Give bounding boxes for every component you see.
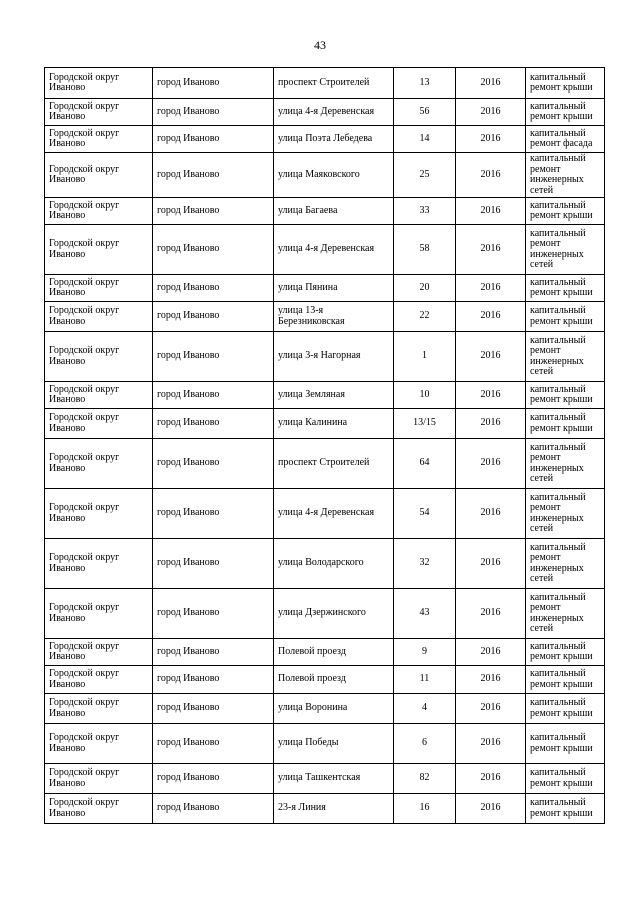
work-cell: капитальный ремонт инженерных сетей bbox=[526, 439, 605, 489]
work-cell: капитальный ремонт инженерных сетей bbox=[526, 225, 605, 275]
street-cell: Полевой проезд bbox=[274, 639, 394, 666]
house-cell: 54 bbox=[394, 489, 456, 539]
street-cell: улица Ташкентская bbox=[274, 764, 394, 794]
street-cell: улица 4-я Деревенская bbox=[274, 489, 394, 539]
house-cell: 1 bbox=[394, 332, 456, 382]
house-cell: 13 bbox=[394, 68, 456, 99]
district-cell: Городской округ Иваново bbox=[45, 382, 153, 409]
house-cell: 58 bbox=[394, 225, 456, 275]
district-cell: Городской округ Иваново bbox=[45, 439, 153, 489]
street-cell: улица 4-я Деревенская bbox=[274, 99, 394, 126]
work-cell: капитальный ремонт инженерных сетей bbox=[526, 489, 605, 539]
house-cell: 13/15 bbox=[394, 409, 456, 439]
district-cell: Городской округ Иваново bbox=[45, 302, 153, 332]
table-row bbox=[45, 589, 605, 639]
year-cell: 2016 bbox=[456, 198, 526, 225]
year-cell: 2016 bbox=[456, 153, 526, 198]
city-cell: город Иваново bbox=[153, 332, 274, 382]
house-cell: 6 bbox=[394, 724, 456, 764]
street-cell: улица Воронина bbox=[274, 694, 394, 724]
year-cell: 2016 bbox=[456, 225, 526, 275]
year-cell: 2016 bbox=[456, 302, 526, 332]
city-cell: город Иваново bbox=[153, 589, 274, 639]
year-cell: 2016 bbox=[456, 694, 526, 724]
street-cell: улица Володарского bbox=[274, 539, 394, 589]
district-cell: Городской округ Иваново bbox=[45, 99, 153, 126]
house-cell: 20 bbox=[394, 275, 456, 302]
street-cell: улица 13-я Березниковская bbox=[274, 302, 394, 332]
city-cell: город Иваново bbox=[153, 99, 274, 126]
table-row bbox=[45, 439, 605, 489]
work-cell: капитальный ремонт крыши bbox=[526, 409, 605, 439]
table-row bbox=[45, 409, 605, 439]
street-cell: улица Дзержинского bbox=[274, 589, 394, 639]
street-cell: улица Победы bbox=[274, 724, 394, 764]
year-cell: 2016 bbox=[456, 382, 526, 409]
year-cell: 2016 bbox=[456, 409, 526, 439]
work-cell: капитальный ремонт инженерных сетей bbox=[526, 153, 605, 198]
work-cell: капитальный ремонт крыши bbox=[526, 666, 605, 694]
city-cell: город Иваново bbox=[153, 225, 274, 275]
house-cell: 4 bbox=[394, 694, 456, 724]
house-cell: 25 bbox=[394, 153, 456, 198]
district-cell: Городской округ Иваново bbox=[45, 764, 153, 794]
table-row bbox=[45, 666, 605, 694]
work-cell: капитальный ремонт крыши bbox=[526, 639, 605, 666]
city-cell: город Иваново bbox=[153, 724, 274, 764]
street-cell: улица Земляная bbox=[274, 382, 394, 409]
district-cell: Городской округ Иваново bbox=[45, 724, 153, 764]
city-cell: город Иваново bbox=[153, 764, 274, 794]
table-row bbox=[45, 724, 605, 764]
work-cell: капитальный ремонт крыши bbox=[526, 275, 605, 302]
year-cell: 2016 bbox=[456, 666, 526, 694]
house-cell: 33 bbox=[394, 198, 456, 225]
table-row bbox=[45, 794, 605, 824]
city-cell: город Иваново bbox=[153, 694, 274, 724]
house-cell: 56 bbox=[394, 99, 456, 126]
table-row bbox=[45, 225, 605, 275]
street-cell: улица Маяковского bbox=[274, 153, 394, 198]
house-cell: 32 bbox=[394, 539, 456, 589]
year-cell: 2016 bbox=[456, 489, 526, 539]
year-cell: 2016 bbox=[456, 794, 526, 824]
table-row bbox=[45, 332, 605, 382]
street-cell: улица Поэта Лебедева bbox=[274, 126, 394, 153]
table-row bbox=[45, 639, 605, 666]
district-cell: Городской округ Иваново bbox=[45, 794, 153, 824]
district-cell: Городской округ Иваново bbox=[45, 666, 153, 694]
street-cell: Полевой проезд bbox=[274, 666, 394, 694]
city-cell: город Иваново bbox=[153, 794, 274, 824]
work-cell: капитальный ремонт крыши bbox=[526, 724, 605, 764]
district-cell: Городской округ Иваново bbox=[45, 409, 153, 439]
district-cell: Городской округ Иваново bbox=[45, 639, 153, 666]
year-cell: 2016 bbox=[456, 639, 526, 666]
house-cell: 82 bbox=[394, 764, 456, 794]
work-cell: капитальный ремонт фасада bbox=[526, 126, 605, 153]
table-row bbox=[45, 198, 605, 225]
street-cell: улица Багаева bbox=[274, 198, 394, 225]
district-cell: Городской округ Иваново bbox=[45, 332, 153, 382]
street-cell: улица Калинина bbox=[274, 409, 394, 439]
year-cell: 2016 bbox=[456, 764, 526, 794]
street-cell: улица 4-я Деревенская bbox=[274, 225, 394, 275]
year-cell: 2016 bbox=[456, 275, 526, 302]
city-cell: город Иваново bbox=[153, 539, 274, 589]
table-row bbox=[45, 302, 605, 332]
street-cell: улица 3-я Нагорная bbox=[274, 332, 394, 382]
district-cell: Городской округ Иваново bbox=[45, 225, 153, 275]
district-cell: Городской округ Иваново bbox=[45, 489, 153, 539]
table-row bbox=[45, 764, 605, 794]
work-cell: капитальный ремонт крыши bbox=[526, 764, 605, 794]
house-cell: 9 bbox=[394, 639, 456, 666]
district-cell: Городской округ Иваново bbox=[45, 68, 153, 99]
city-cell: город Иваново bbox=[153, 489, 274, 539]
work-cell: капитальный ремонт крыши bbox=[526, 68, 605, 99]
district-cell: Городской округ Иваново bbox=[45, 275, 153, 302]
city-cell: город Иваново bbox=[153, 439, 274, 489]
house-cell: 16 bbox=[394, 794, 456, 824]
district-cell: Городской округ Иваново bbox=[45, 198, 153, 225]
table-row bbox=[45, 694, 605, 724]
house-cell: 14 bbox=[394, 126, 456, 153]
work-cell: капитальный ремонт крыши bbox=[526, 794, 605, 824]
year-cell: 2016 bbox=[456, 539, 526, 589]
city-cell: город Иваново bbox=[153, 275, 274, 302]
work-cell: капитальный ремонт крыши bbox=[526, 99, 605, 126]
year-cell: 2016 bbox=[456, 332, 526, 382]
year-cell: 2016 bbox=[456, 589, 526, 639]
year-cell: 2016 bbox=[456, 439, 526, 489]
district-cell: Городской округ Иваново bbox=[45, 589, 153, 639]
city-cell: город Иваново bbox=[153, 153, 274, 198]
work-cell: капитальный ремонт инженерных сетей bbox=[526, 589, 605, 639]
table-row bbox=[45, 489, 605, 539]
year-cell: 2016 bbox=[456, 99, 526, 126]
work-cell: капитальный ремонт крыши bbox=[526, 302, 605, 332]
table-row bbox=[45, 382, 605, 409]
house-cell: 22 bbox=[394, 302, 456, 332]
table-row bbox=[45, 99, 605, 126]
year-cell: 2016 bbox=[456, 68, 526, 99]
city-cell: город Иваново bbox=[153, 639, 274, 666]
street-cell: улица Пянина bbox=[274, 275, 394, 302]
work-cell: капитальный ремонт крыши bbox=[526, 382, 605, 409]
street-cell: проспект Строителей bbox=[274, 439, 394, 489]
work-cell: капитальный ремонт инженерных сетей bbox=[526, 332, 605, 382]
table-row bbox=[45, 126, 605, 153]
city-cell: город Иваново bbox=[153, 68, 274, 99]
district-cell: Городской округ Иваново bbox=[45, 126, 153, 153]
street-cell: проспект Строителей bbox=[274, 68, 394, 99]
city-cell: город Иваново bbox=[153, 126, 274, 153]
district-cell: Городской округ Иваново bbox=[45, 153, 153, 198]
table-row bbox=[45, 68, 605, 99]
table-row bbox=[45, 275, 605, 302]
work-cell: капитальный ремонт крыши bbox=[526, 198, 605, 225]
work-cell: капитальный ремонт крыши bbox=[526, 694, 605, 724]
district-cell: Городской округ Иваново bbox=[45, 539, 153, 589]
year-cell: 2016 bbox=[456, 724, 526, 764]
page-number: 43 bbox=[314, 38, 326, 52]
city-cell: город Иваново bbox=[153, 302, 274, 332]
city-cell: город Иваново bbox=[153, 666, 274, 694]
repair-schedule-table bbox=[44, 67, 605, 824]
city-cell: город Иваново bbox=[153, 382, 274, 409]
city-cell: город Иваново bbox=[153, 409, 274, 439]
city-cell: город Иваново bbox=[153, 198, 274, 225]
work-cell: капитальный ремонт инженерных сетей bbox=[526, 539, 605, 589]
house-cell: 11 bbox=[394, 666, 456, 694]
street-cell: 23-я Линия bbox=[274, 794, 394, 824]
table-row bbox=[45, 539, 605, 589]
house-cell: 43 bbox=[394, 589, 456, 639]
year-cell: 2016 bbox=[456, 126, 526, 153]
house-cell: 64 bbox=[394, 439, 456, 489]
table-row bbox=[45, 153, 605, 198]
district-cell: Городской округ Иваново bbox=[45, 694, 153, 724]
house-cell: 10 bbox=[394, 382, 456, 409]
